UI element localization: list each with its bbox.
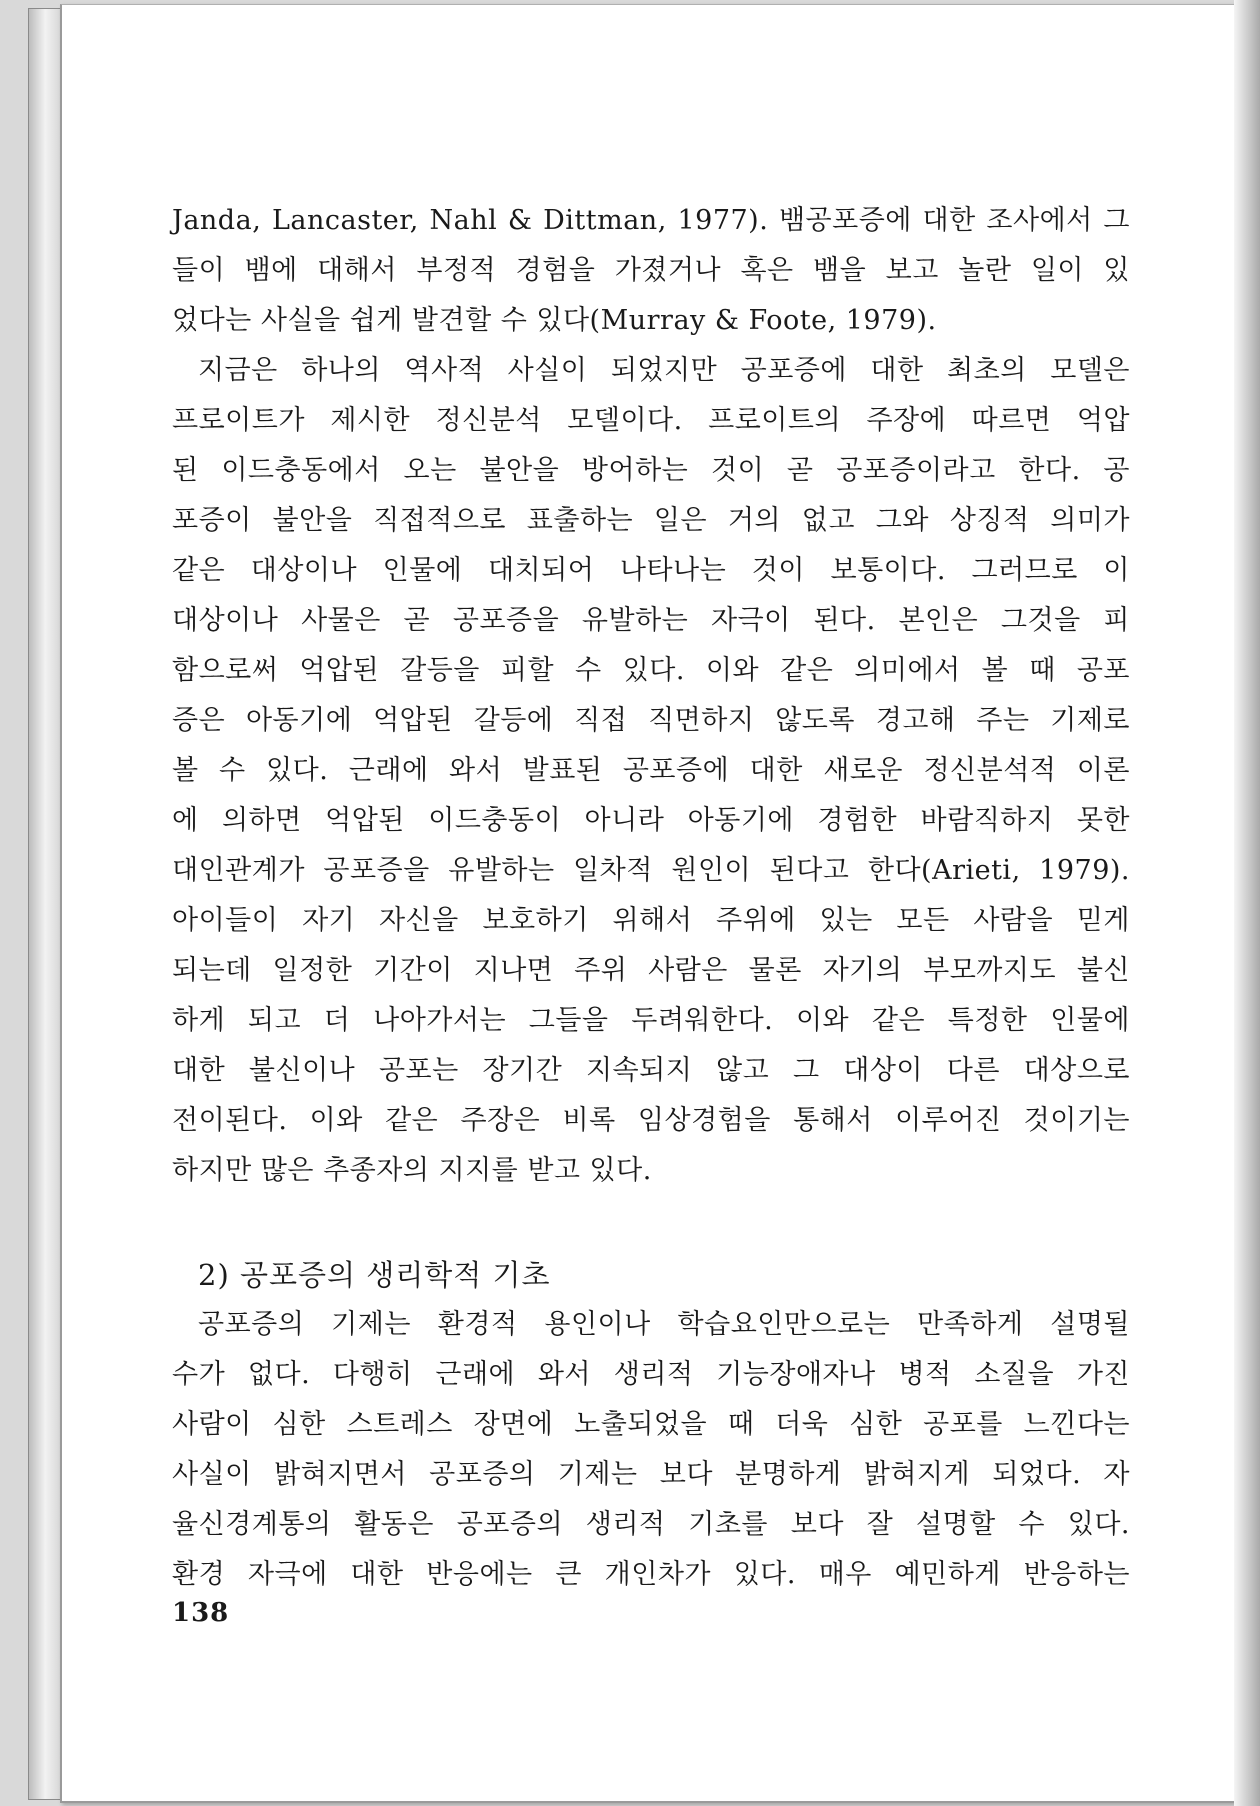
text-line: 사실이 밝혀지면서 공포증의 기제는 보다 분명하게 밝혀지게 되었다. 자 (172, 1459, 1130, 1490)
paragraph-3 (172, 1300, 1130, 1600)
text-line: 수가 없다. 다행히 근래에 와서 생리적 기능장애자나 병적 소질을 가진 (172, 1359, 1130, 1390)
text-line: 하게 되고 더 나아가서는 그들을 두려워한다. 이와 같은 특정한 인물에 (172, 1005, 1130, 1036)
text-line: 들이 뱀에 대해서 부정적 경험을 가졌거나 혹은 뱀을 보고 놀란 일이 있 (172, 255, 1130, 286)
text-line: 환경 자극에 대한 반응에는 큰 개인차가 있다. 매우 예민하게 반응하는 (172, 1559, 1130, 1590)
section-heading: 2) 공포증의 생리학적 기초 (198, 1258, 551, 1292)
page-number: 138 (172, 1598, 230, 1628)
text-line: 대인관계가 공포증을 유발하는 일차적 원인이 된다고 한다(Arieti, 1979). (172, 855, 1130, 886)
body-text (172, 196, 1130, 1600)
text-line: 공포증의 기제는 환경적 용인이나 학습요인만으로는 만족하게 설명될 (198, 1309, 1130, 1340)
text-line: 에 의하면 억압된 이드충동이 아니라 아동기에 경험한 바람직하지 못한 (172, 805, 1130, 836)
text-line: 함으로써 억압된 갈등을 피할 수 있다. 이와 같은 의미에서 볼 때 공포 (172, 655, 1130, 686)
text-line: 하지만 많은 추종자의 지지를 받고 있다. (172, 1155, 652, 1186)
text-line: 볼 수 있다. 근래에 와서 발표된 공포증에 대한 새로운 정신분석적 이론 (172, 755, 1130, 786)
text-line: 대상이나 사물은 곧 공포증을 유발하는 자극이 된다. 본인은 그것을 피 (172, 605, 1130, 636)
text-line: 같은 대상이나 인물에 대치되어 나타나는 것이 보통이다. 그러므로 이 (172, 555, 1130, 586)
text-line: 사람이 심한 스트레스 장면에 노출되었을 때 더욱 심한 공포를 느낀다는 (172, 1409, 1130, 1440)
text-line: 전이된다. 이와 같은 주장은 비록 임상경험을 통해서 이루어진 것이기는 (172, 1105, 1130, 1136)
section-gap (172, 1196, 1130, 1250)
text-line: 되는데 일정한 기간이 지나면 주위 사람은 물론 자기의 부모까지도 불신 (172, 955, 1130, 986)
text-line: 지금은 하나의 역사적 사실이 되었지만 공포증에 대한 최초의 모델은 (198, 355, 1130, 386)
text-line: 프로이트가 제시한 정신분석 모델이다. 프로이트의 주장에 따르면 억압 (172, 405, 1130, 436)
text-line: 포증이 불안을 직접적으로 표출하는 일은 거의 없고 그와 상징적 의미가 (172, 505, 1130, 536)
text-line: 아이들이 자기 자신을 보호하기 위해서 주위에 있는 모든 사람을 믿게 (172, 905, 1130, 936)
text-line: 었다는 사실을 쉽게 발견할 수 있다(Murray & Foote, 1979). (172, 305, 937, 336)
text-line: 율신경계통의 활동은 공포증의 생리적 기초를 보다 잘 설명할 수 있다. (172, 1509, 1130, 1540)
paragraph-2 (172, 346, 1130, 1196)
text-line: 증은 아동기에 억압된 갈등에 직접 직면하지 않도록 경고해 주는 기제로 (172, 705, 1130, 736)
text-line: 대한 불신이나 공포는 장기간 지속되지 않고 그 대상이 다른 대상으로 (172, 1055, 1130, 1086)
page-edge (1234, 0, 1260, 1806)
paragraph-1 (172, 196, 1130, 346)
text-line: 된 이드충동에서 오는 불안을 방어하는 것이 곧 공포증이라고 한다. 공 (172, 455, 1130, 486)
text-line: Janda, Lancaster, Nahl & Dittman, 1977). 뱀공포증에 대한 조사에서 그 (172, 205, 1130, 236)
